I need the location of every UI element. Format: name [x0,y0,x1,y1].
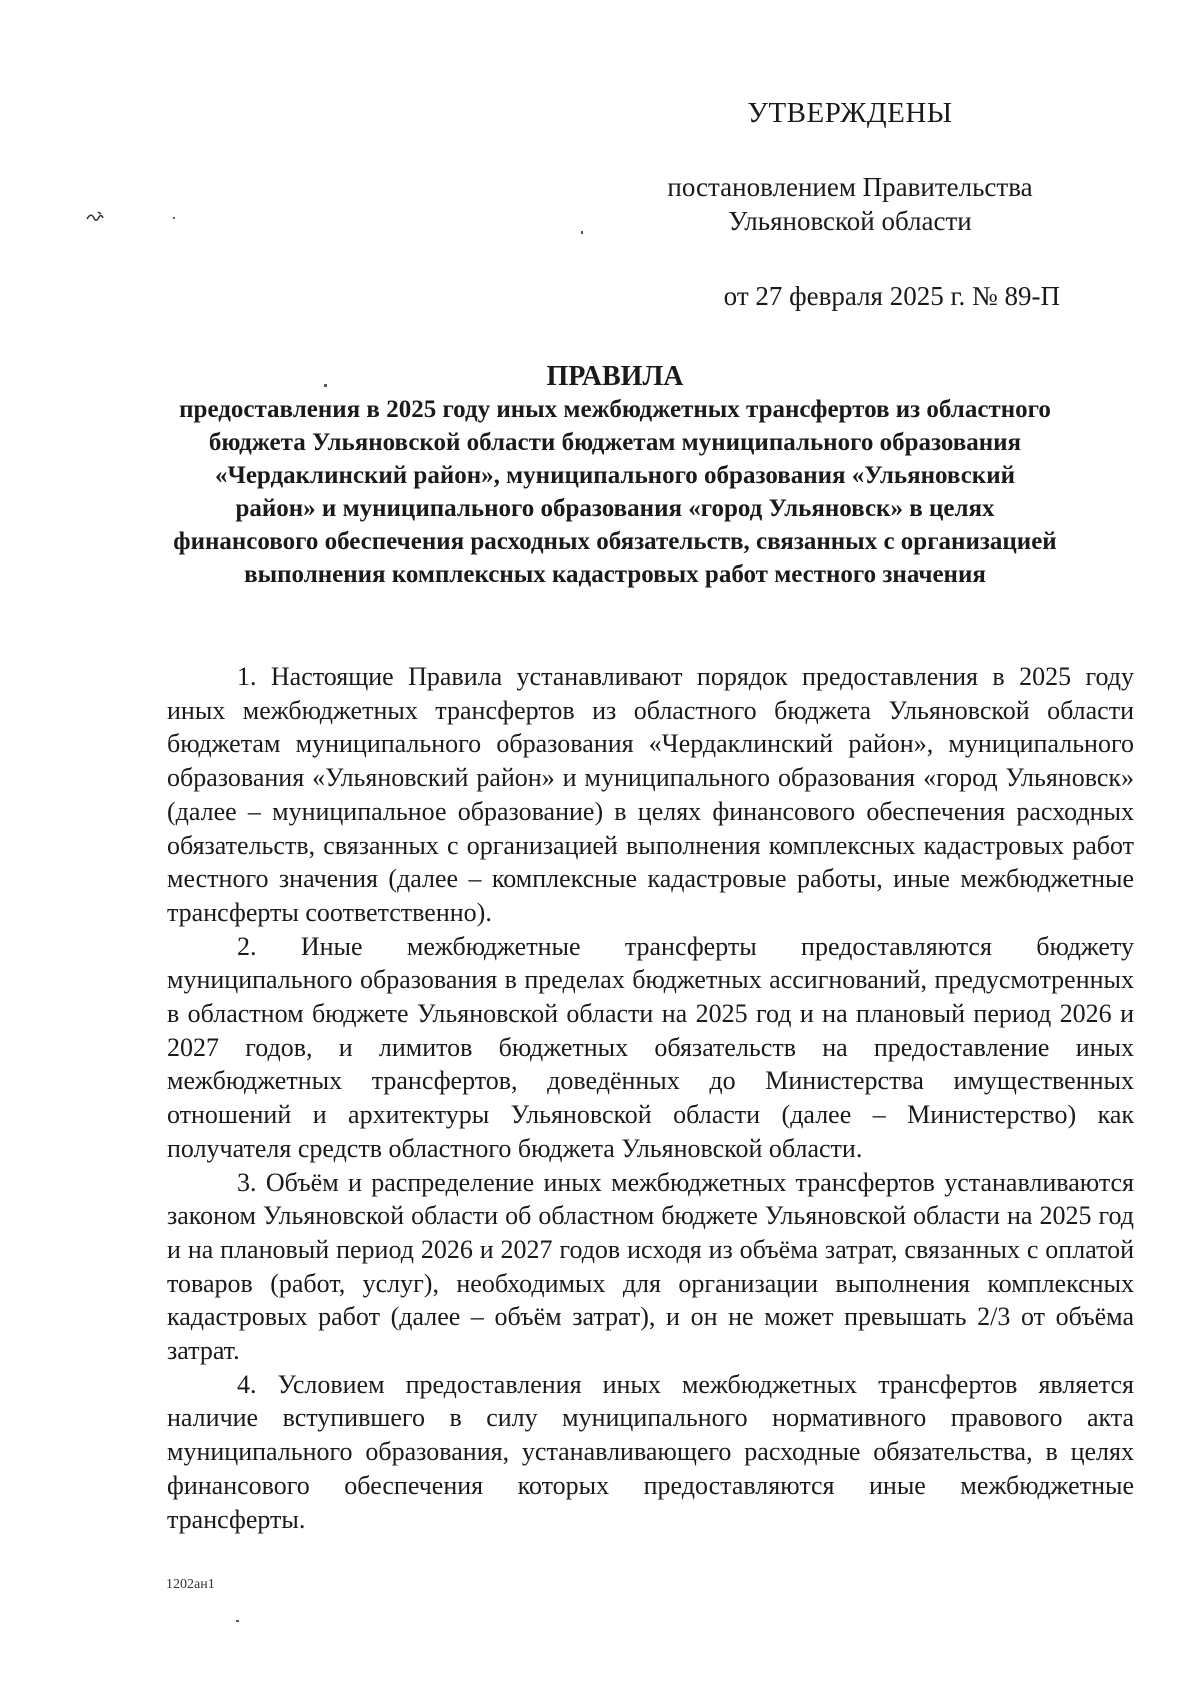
footer-code: 1202ан1 [166,1577,215,1592]
paragraph-3: 3. Объём и распределение иных межбюджетных трансфертов устанавливаются законом Ульяновской области об областном бюджете Ульяновской области на 2025 год и на плановый период 2026 и 2027 годов исходя из объёма затрат, связанных с оплатой товаров (работ, услуг), необходимых для организации выполнения комплексных кадастровых работ (далее – объём затрат), и он не может превышать 2/3 от объёма затрат. [167,1167,1134,1366]
approval-org-line2: Ульяновской области [728,206,972,236]
approval-title: УТВЕРЖДЕНЫ [747,97,953,129]
scan-dot [581,231,583,234]
scan-dot [236,1620,239,1622]
approval-org-line1: постановлением Правительства [667,172,1033,202]
paragraph-2: 2. Иные межбюджетные трансферты предоставляются бюджету муниципального образования в пределах бюджетных ассигнований, предусмотренных в областном бюджете Ульяновской области на 2025 год и на плановый период 2026 и 2027 годов, и лимитов бюджетных обязательств на предоставление иных межбюджетных трансфертов, доведённых до Министерства имущественных отношений и архитектуры Ульяновской области (далее – Министерство) как получателя средств областного бюджета Ульяновской области. [167,931,1134,1163]
approval-block [640,96,1060,313]
document-body [167,660,1134,1536]
paragraph-1: 1. Настоящие Правила устанавливают порядок предоставления в 2025 году иных межбюджетных трансфертов из областного бюджета Ульяновской области бюджетам муниципального образования «Чердаклинский район», муниципального образования «Ульяновский район» и муниципального образования «город Ульяновск» (далее – муниципальное образование) в целях финансового обеспечения расходных обязательств, связанных с организацией выполнения комплексных кадастровых работ местного значения (далее – комплексные кадастровые работы, иные межбюджетные трансферты соответственно). [167,662,1134,927]
scan-dot [173,217,175,219]
heading-subtitle: предоставления в 2025 году иных межбюджетных трансфертов из областного бюджета Ульяновской области бюджетам муниципального образования «Чердаклинский район», муниципального образования «Ульяновский район» и муниципального образования «город Ульяновск» в целях финансового обеспечения расходных обязательств, связанных с организацией выполнения комплексных кадастровых работ местного значения [173,396,1057,588]
document-heading [130,360,1100,591]
heading-title: ПРАВИЛА [546,361,684,392]
paragraph-4: 4. Условием предоставления иных межбюджетных трансфертов является наличие вступившего в силу муниципального нормативного правового акта муниципального образования, устанавливающего расходные обязательства, в целях финансового обеспечения которых предоставляются иные межбюджетные трансферты. [167,1369,1134,1534]
handwritten-mark-icon [86,210,108,224]
approval-date: от 27 февраля 2025 г. № 89-П [723,281,1060,311]
